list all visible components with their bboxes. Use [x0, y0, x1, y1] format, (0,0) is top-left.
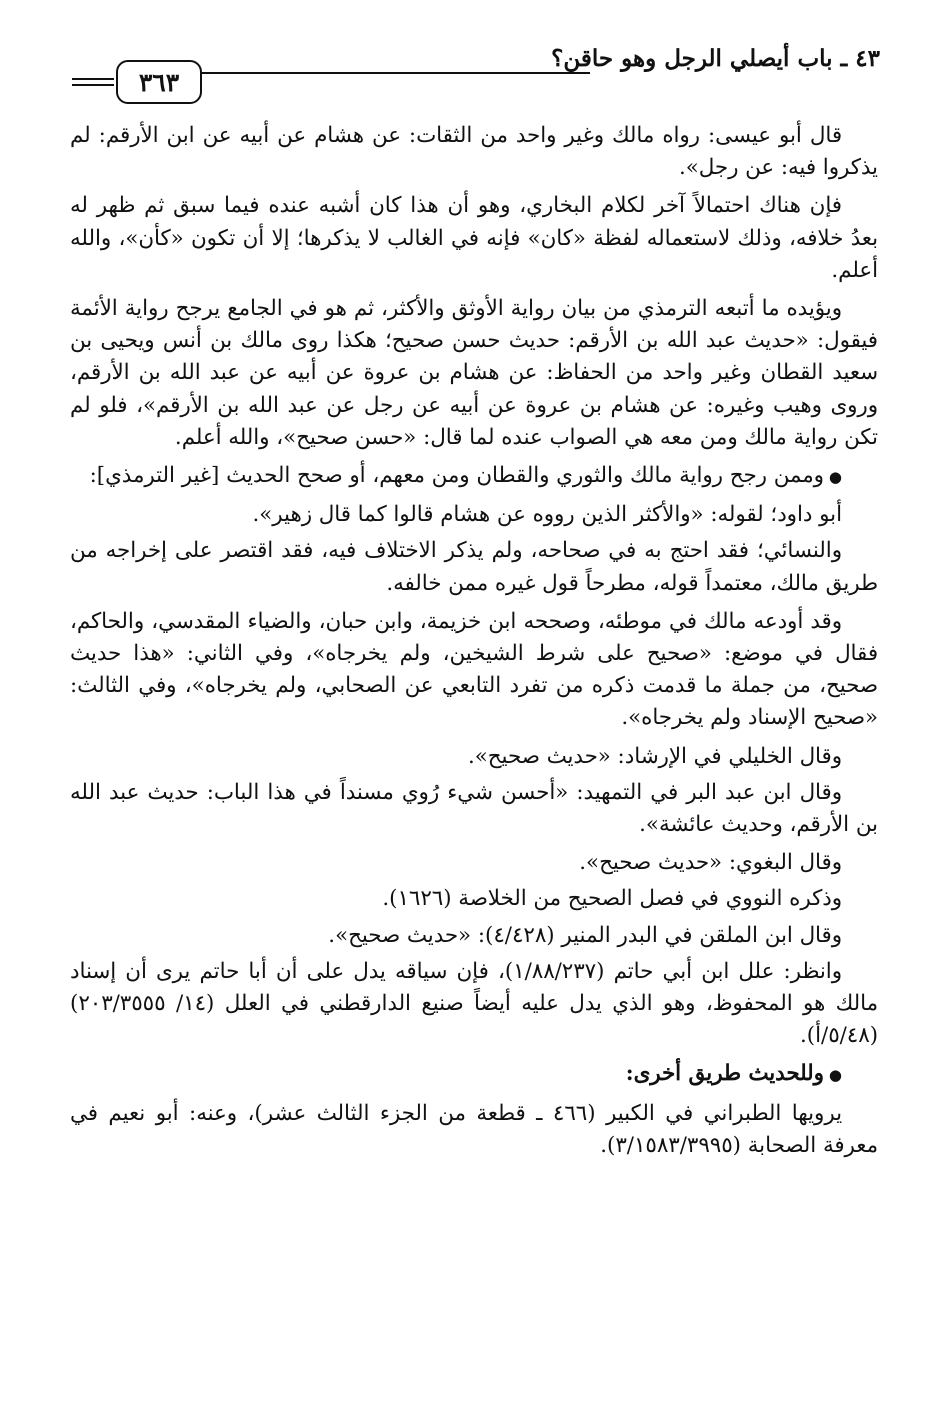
paragraph [70, 920, 842, 952]
page-number: ٣٦٣ [138, 67, 180, 97]
paragraph [70, 956, 878, 1053]
bullet-paragraph [70, 460, 878, 493]
section-subheading [70, 1058, 878, 1091]
paragraph-text: وذكره النووي في فصل الصحيح من الخلاصة (١٦٢٦). [382, 886, 842, 912]
page-body [70, 120, 878, 1168]
paragraph [70, 499, 842, 531]
page-header [72, 42, 880, 112]
paragraph [70, 847, 842, 879]
paragraph-text: وقال ابن عبد البر في التمهيد: «أحسن شيء رُوي مسنداً في هذا الباب: حديث عبد الله بن الأرقم، وحديث عائشة». [70, 779, 878, 838]
paragraph [70, 190, 878, 287]
paragraph-text: قال أبو عيسى: رواه مالك وغير واحد من الثقات: عن هشام عن أبيه عن ابن الأرقم: لم يذكروا فيه: عن رجل». [70, 123, 878, 181]
paragraph-text: والنسائي؛ فقد احتج به في صحاحه، ولم يذكر الاختلاف فيه، فقد اقتصر على إخراجه من طريق مالك، معتمداً قوله، مطرحاً قول غيره ممن خالفه. [70, 538, 878, 596]
paragraph-text: وقال ابن الملقن في البدر المنير (٤/٤٢٨): «حديث صحيح». [328, 922, 842, 948]
paragraph-text: وقد أودعه مالك في موطئه، وصححه ابن خزيمة، وابن حبان، والضياء المقدسي، والحاكم، فقال في موضع: «صحيح على شرط الشيخين، ولم يخرجاه»، وفي الثاني: «هذا حديث صحيح، من جملة ما قدمت ذكره من تفرد التابعي عن الصحابي، ولم يخرجاه»، وفي الثالث: «صحيح الإسناد ولم يخرجاه». [70, 608, 878, 731]
paragraph [70, 535, 878, 599]
paragraph [70, 120, 878, 184]
paragraph-text: وانظر: علل ابن أبي حاتم (١/٨٨/٢٣٧)، فإن سياقه يدل على أن أبا حاتم يرى أن إسناد مالك هو المحفوظ، وهو الذي يدل عليه أيضاً صنيع الدارقطني في العلل (١٤/ ٢٠٣/٣٥٥٥) (٥/٤٨/أ). [70, 958, 878, 1049]
header-rule [200, 72, 590, 74]
subheading-text: وللحديث طريق أخرى: [625, 1061, 824, 1087]
paragraph-text: ويؤيده ما أتبعه الترمذي من بيان رواية الأوثق والأكثر، ثم هو في الجامع يرجح رواية الأئمة فيقول: «حديث عبد الله بن الأرقم: حديث حسن صحيح؛ هكذا روى مالك بن أنس ويحيى بن سعيد القطان وغير واحد من الحفاظ: عن هشام بن عروة عن أبيه عن عبد الله بن الأرقم، وروى وهيب وغيره: عن هشام بن عروة عن أبيه عن رجل عن عبد الله بن الأرقم»، فلو لم تكن رواية مالك ومن معه هي الصواب عنده لما قال: «حسن صحيح»، والله أعلم. [70, 296, 878, 450]
page-number-box [116, 60, 202, 104]
bullet-icon: ● [828, 1066, 842, 1085]
paragraph-text: وممن رجح رواية مالك والثوري والقطان ومن معهم، أو صحح الحديث [غير الترمذي]: [89, 463, 824, 489]
paragraph [70, 606, 878, 735]
paragraph [70, 293, 878, 454]
paragraph-text: أبو داود؛ لقوله: «والأكثر الذين رووه عن هشام قالوا كما قال زهير». [252, 502, 842, 528]
header-rule-left-upper [72, 78, 114, 80]
paragraph [70, 883, 842, 915]
paragraph [70, 741, 842, 773]
paragraph [70, 777, 878, 841]
paragraph-text: يرويها الطبراني في الكبير (٤٦٦ ـ قطعة من الجزء الثالث عشر)، وعنه: أبو نعيم في معرفة الصحابة (٣/١٥٨٣/٣٩٩٥). [70, 1100, 878, 1158]
bullet-icon: ● [828, 468, 842, 487]
paragraph-text: وقال الخليلي في الإرشاد: «حديث صحيح». [468, 743, 842, 769]
paragraph-text: فإن هناك احتمالاً آخر لكلام البخاري، وهو أن هذا كان أشبه عنده فيما سبق ثم ظهر له بعدُ خلافه، وذلك لاستعماله لفظة «كان» فإنه في الغالب لا يذكرها؛ إلا أن تكون «كأن»، والله أعلم. [70, 193, 878, 283]
header-rule-left-lower [72, 84, 114, 86]
chapter-title: ٤٣ ـ باب أيصلي الرجل وهو حاقن؟ [551, 45, 880, 72]
paragraph [70, 1098, 878, 1162]
paragraph-text: وقال البغوي: «حديث صحيح». [579, 850, 842, 876]
